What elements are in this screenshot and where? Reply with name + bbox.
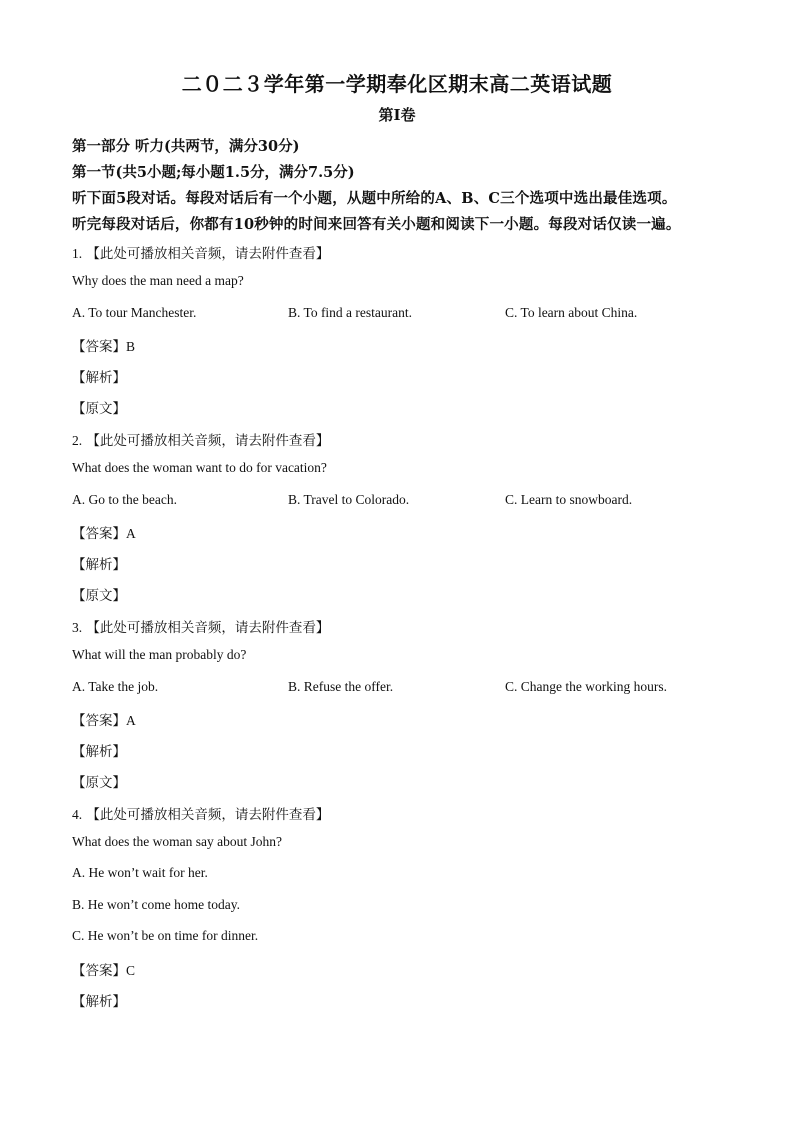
question-4-analysis: 【解析】: [72, 994, 126, 1010]
question-2-option-b: B. Travel to Colorado.: [288, 492, 410, 507]
question-2-analysis: 【解析】: [72, 557, 126, 573]
question-1-analysis: 【解析】: [72, 370, 126, 386]
question-1-number: 1.: [72, 246, 83, 261]
question-1-text: Why does the man need a map?: [72, 273, 244, 288]
question-2-original: 【原文】: [72, 588, 126, 604]
answer-value: C: [126, 963, 136, 978]
audio-placeholder-2: 【此处可播放相关音频，请去附件查看】: [86, 433, 330, 449]
volume-label: 第Ⅰ卷: [378, 106, 416, 124]
question-4-answer: [72, 959, 135, 979]
part-heading: 第一部分 听力(共两节，满分30分): [72, 138, 300, 155]
question-3-option-a: A. Take the job.: [72, 679, 159, 694]
question-3-original: 【原文】: [72, 775, 126, 791]
question-1-option-a: A. To tour Manchester.: [72, 305, 197, 320]
audio-placeholder-4: 【此处可播放相关音频，请去附件查看】: [86, 807, 330, 823]
question-2-option-a: A. Go to the beach.: [72, 492, 177, 507]
question-3-text: What will the man probably do?: [72, 647, 247, 662]
question-1-option-c: C. To learn about China.: [505, 305, 638, 320]
question-1-original: 【原文】: [72, 401, 126, 417]
question-3-option-b: B. Refuse the offer.: [288, 679, 394, 694]
instructions-line-1: 听下面5段对话。每段对话后有一个小题，从题中所给的A、B、C三个选项中选出最佳选项。: [72, 190, 677, 207]
question-4-option-c: C. He won’t be on time for dinner.: [72, 928, 259, 943]
exam-title: 二０二３学年第一学期奉化区期末高二英语试题: [181, 72, 613, 96]
question-4-option-a: A. He won’t wait for her.: [72, 865, 208, 880]
answer-tag: 【答案】: [72, 963, 126, 979]
question-4-audio: [72, 803, 329, 823]
answer-value: A: [126, 713, 136, 728]
question-4-text: What does the woman say about John?: [72, 834, 282, 849]
question-2-answer: [72, 522, 136, 542]
question-3-option-c: C. Change the working hours.: [505, 679, 667, 694]
answer-value: B: [126, 339, 136, 354]
question-3-audio: [72, 616, 329, 636]
question-2-text: What does the woman want to do for vacation?: [72, 460, 327, 475]
answer-tag: 【答案】: [72, 526, 126, 542]
answer-tag: 【答案】: [72, 713, 126, 729]
answer-value: A: [126, 526, 136, 541]
section1-heading: 第一节(共5小题;每小题1.5分，满分7.5分): [72, 164, 355, 181]
question-1-audio: [72, 242, 329, 262]
answer-tag: 【答案】: [72, 339, 126, 355]
question-1-answer: [72, 335, 135, 355]
question-3-number: 3.: [72, 620, 83, 635]
question-2-audio: [72, 429, 329, 449]
question-4-number: 4.: [72, 807, 83, 822]
question-1-option-b: B. To find a restaurant.: [288, 305, 413, 320]
question-3-answer: [72, 709, 136, 729]
audio-placeholder-1: 【此处可播放相关音频，请去附件查看】: [86, 246, 330, 262]
question-3-analysis: 【解析】: [72, 744, 126, 760]
question-2-option-c: C. Learn to snowboard.: [505, 492, 633, 507]
question-4-option-b: B. He won’t come home today.: [72, 897, 240, 912]
question-2-number: 2.: [72, 433, 83, 448]
instructions-line-2: 听完每段对话后，你都有10秒钟的时间来回答有关小题和阅读下一小题。每段对话仅读一遍。: [72, 216, 681, 233]
audio-placeholder-3: 【此处可播放相关音频，请去附件查看】: [86, 620, 330, 636]
